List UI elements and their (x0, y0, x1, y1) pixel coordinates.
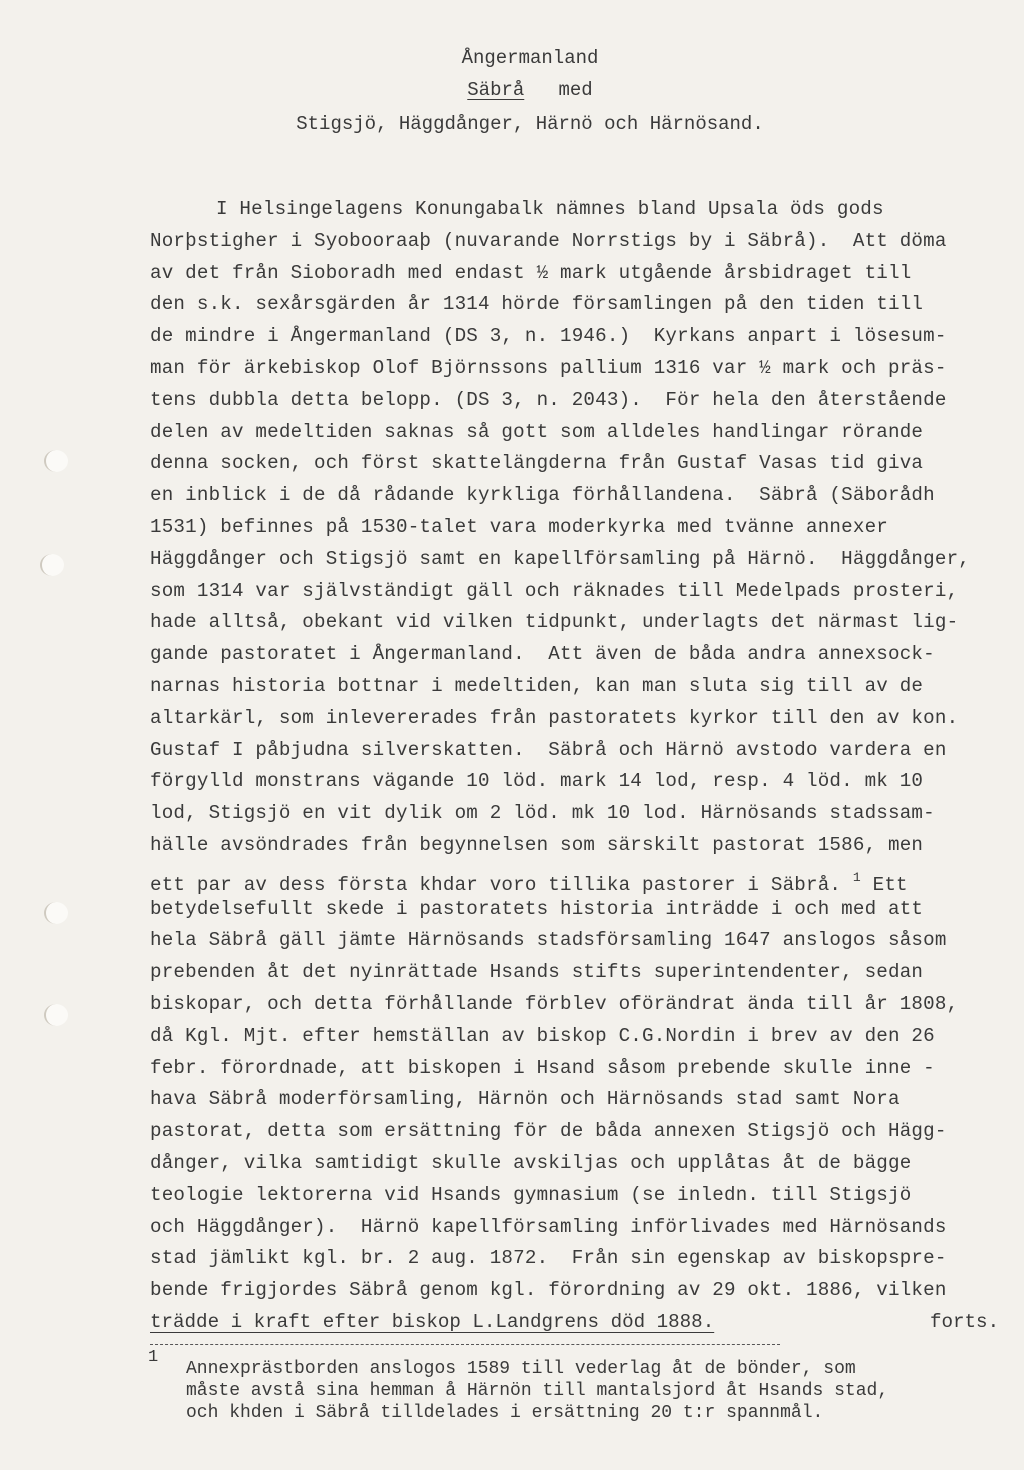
footnote-line: Annexprästborden anslogos 1589 till vederlag åt de bönder, som (186, 1359, 856, 1379)
footnote-line: måste avstå sina hemman å Härnön till mantalsjord åt Hsands stad, (186, 1381, 889, 1401)
body-line-with-footnote-ref (150, 862, 1024, 894)
parish-heading (18, 74, 1024, 106)
parish-subheading: Stigsjö, Häggdånger, Härnö och Härnösand. (296, 113, 764, 135)
footnote-marker: 1 (148, 1348, 159, 1367)
body-line: betydelsefullt skede i pastoratets historia inträdde i och med att (150, 897, 924, 920)
body-line: förgylld monstrans vägande 10 löd. mark 14 lod, resp. 4 löd. mk 10 (150, 770, 924, 793)
body-line: 1531) befinnes på 1530-talet vara moderkyrka med tvänne annexer (150, 515, 889, 538)
body-line: febr. förordnade, att biskopen i Hsand såsom prebende skulle inne - (150, 1056, 935, 1079)
body-line: en inblick i de då rådande kyrkliga förhållandena. Säbrå (Säborådh (150, 484, 935, 507)
body-line: denna socken, och först skattelängderna från Gustaf Vasas tid giva (150, 452, 924, 475)
footnote-ref-after: Ett (872, 873, 908, 896)
body-line: altarkärl, som inlevererades från pastoratets kyrkor till den av kon. (150, 706, 959, 729)
region-heading: Ångermanland (461, 47, 599, 69)
punch-hole (44, 902, 68, 924)
body-line: hälle avsöndrades från begynnelsen som särskilt pastorat 1586, men (150, 833, 924, 856)
body-line: Häggdånger och Stigsjö samt en kapellförsamling på Härnö. Häggdånger, (150, 547, 971, 570)
closing-sentence: trädde i kraft efter biskop L.Landgrens död 1888. (150, 1310, 715, 1333)
body-line: tens dubbla detta belopp. (DS 3, n. 2043). För hela den återstående (150, 388, 947, 411)
body-line: hava Säbrå moderförsamling, Härnön och Härnösands stad samt Nora (150, 1088, 900, 1111)
punch-hole (44, 1004, 68, 1026)
footnote-line: och khden i Säbrå tilldelades i ersättning 20 t:r spannmål. (186, 1403, 824, 1423)
body-line: teologie lektorerna vid Hsands gymnasium (se inledn. till Stigsjö (150, 1183, 912, 1206)
body-line: prebenden åt det nyinrättade Hsands stifts superintendenter, sedan (150, 961, 924, 984)
body-line: ett par av dess första khdar voro tillika pastorer i Säbrå. (150, 873, 842, 896)
closing-line (150, 1307, 1024, 1339)
body-line: hela Säbrå gäll jämte Härnösands stadsförsamling 1647 anslogos såsom (150, 929, 947, 952)
footnote-ref-marker: 1 (852, 869, 861, 885)
body-line: och Häggdånger). Härnö kapellförsamling införlivades med Härnösands (150, 1215, 947, 1238)
parish-name: Säbrå (467, 79, 525, 101)
footnote-divider (150, 1344, 780, 1345)
body-line: den s.k. sexårsgärden år 1314 hörde församlingen på den tiden till (150, 293, 924, 316)
body-line: biskopar, och detta förhållande förblev oförändrat ända till år 1808, (150, 992, 959, 1015)
body-line: de mindre i Ångermanland (DS 3, n. 1946.) Kyrkans anpart i lösesum- (150, 325, 947, 348)
punch-hole (40, 554, 64, 576)
body-line: hade alltså, obekant vid vilken tidpunkt, underlagts det närmast lig- (150, 611, 959, 634)
body-line: dånger, vilka samtidigt skulle avskiljas och upplåtas åt de bägge (150, 1151, 912, 1174)
body-line: av det från Sioboradh med endast ½ mark utgående årsbidraget till (150, 261, 912, 284)
body-line: narnas historia bottnar i medeltiden, kan man sluta sig till av de (150, 674, 924, 697)
body-line: man för ärkebiskop Olof Björnssons pallium 1316 var ½ mark och präs- (150, 356, 947, 379)
continued-marker: forts. (930, 1310, 1000, 1333)
body-line: lod, Stigsjö en vit dylik om 2 löd. mk 10 lod. Härnösands stadssam- (150, 802, 935, 825)
body-line: pastorat, detta som ersättning för de båda annexen Stigsjö och Hägg- (150, 1120, 947, 1143)
body-line: då Kgl. Mjt. efter hemställan av biskop C.G.Nordin i brev av den 26 (150, 1024, 935, 1047)
body-line: Norþstigher i Syobooraaþ (nuvarande Norrstigs by i Säbrå). Att döma (150, 229, 947, 252)
body-line: bende frigjordes Säbrå genom kgl. förordning av 29 okt. 1886, vilken (150, 1279, 947, 1302)
body-line: Gustaf I påbjudna silverskatten. Säbrå och Härnö avstodo vardera en (150, 738, 947, 761)
body-text (150, 194, 1024, 1339)
footnote (186, 1358, 1016, 1424)
parish-heading-suffix: med (558, 79, 593, 101)
body-line: som 1314 var självständigt gäll och räknades till Medelpads prosteri, (150, 579, 959, 602)
punch-hole (44, 450, 68, 472)
body-line: I Helsingelagens Konungabalk nämnes bland Upsala öds gods (216, 198, 884, 220)
body-line: delen av medeltiden saknas så gott som alldeles handlingar rörande (150, 420, 924, 443)
body-line: stad jämlikt kgl. br. 2 aug. 1872. Från sin egenskap av biskopspre- (150, 1247, 947, 1270)
body-line: gande pastoratet i Ångermanland. Att även de båda andra annexsock- (150, 643, 935, 666)
